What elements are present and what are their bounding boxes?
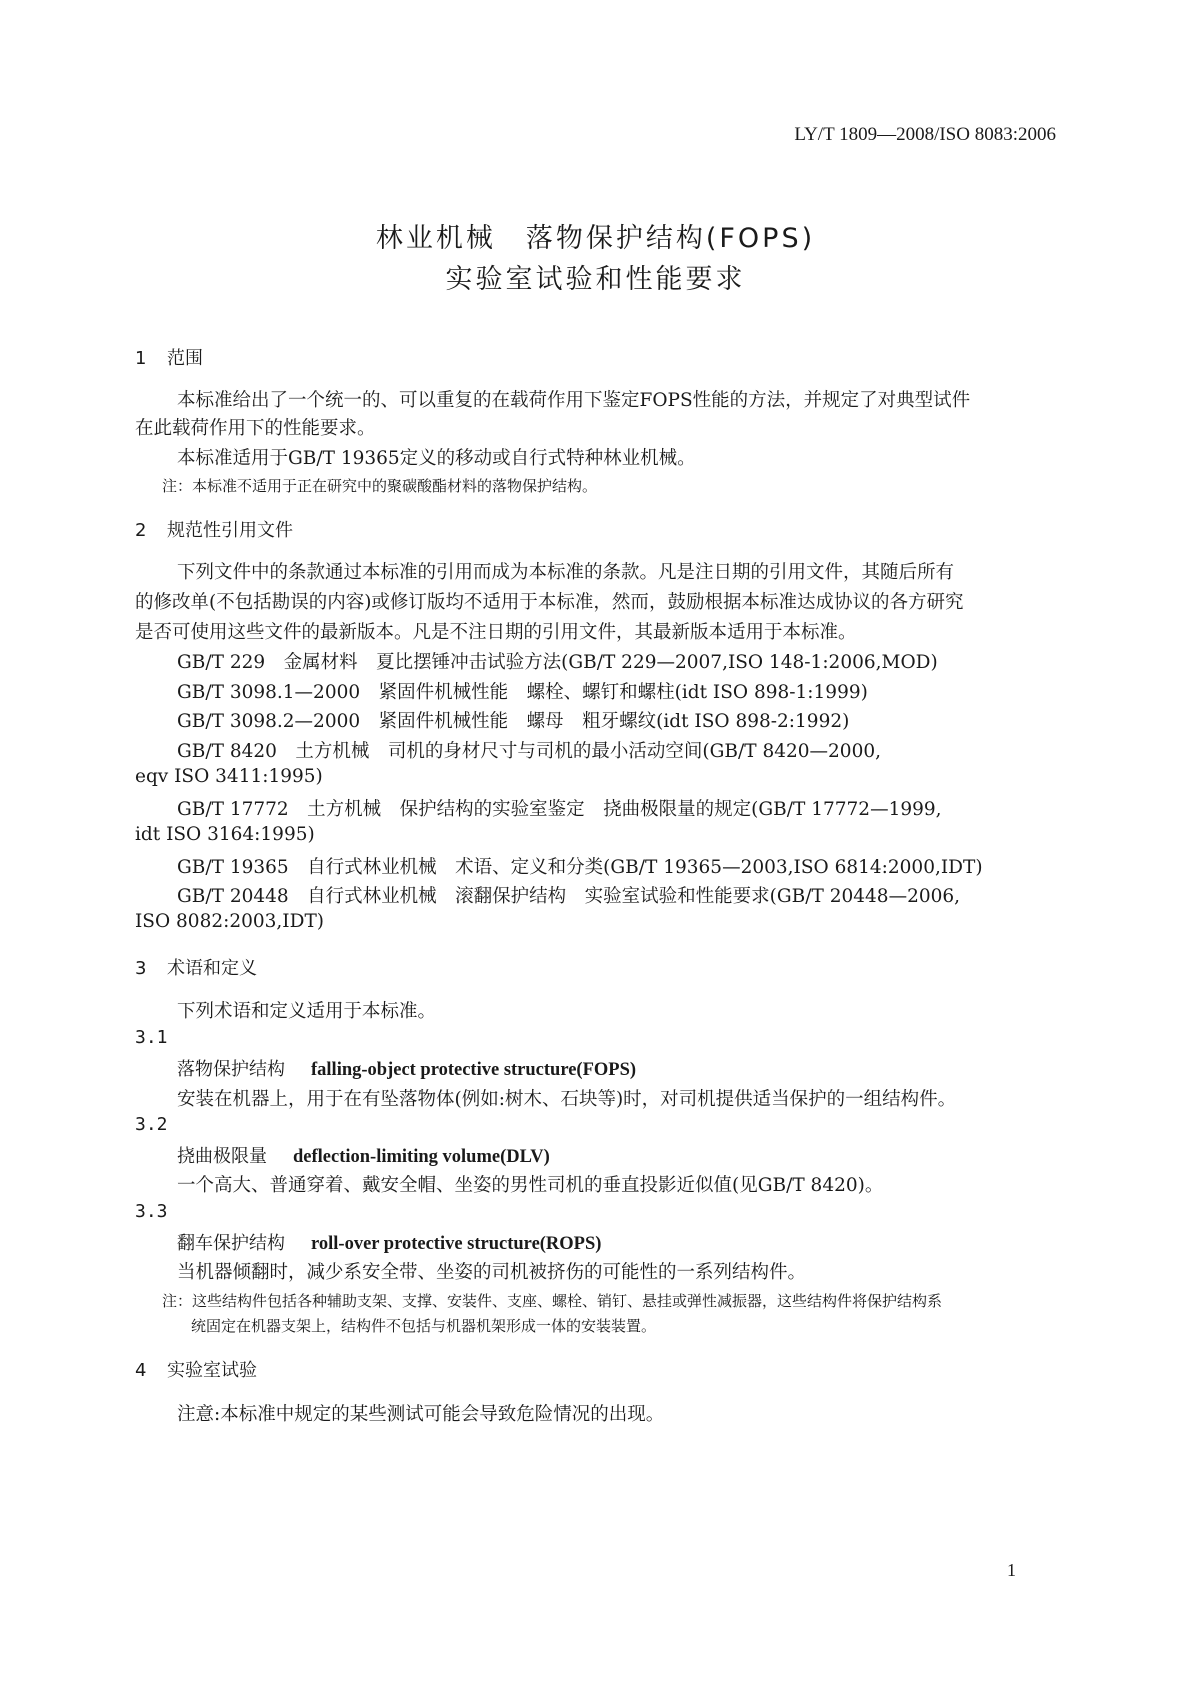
term-definition: 一个高大、普通穿着、戴安全帽、坐姿的男性司机的垂直投影近似值(见GB/T 8420)。 xyxy=(177,1175,884,1196)
section-title: 范围 xyxy=(167,348,203,369)
section-number: 3 xyxy=(135,958,147,979)
section-title: 实验室试验 xyxy=(167,1360,257,1381)
scope-applicability: 本标准适用于GB/T 19365定义的移动或自行式特种林业机械。 xyxy=(177,448,696,469)
term-english: deflection-limiting volume(DLV) xyxy=(293,1147,550,1167)
terms-intro: 下列术语和定义适用于本标准。 xyxy=(177,1001,437,1022)
reference-item: GB/T 3098.2—2000 紧固件机械性能 螺母 粗牙螺纹(idt ISO 898-2:1992) xyxy=(177,711,850,732)
scope-note: 注：本标准不适用于正在研究中的聚碳酸酯材料的落物保护结构。 xyxy=(162,477,598,495)
reference-item-continued: idt ISO 3164:1995) xyxy=(135,824,315,845)
term-heading xyxy=(177,1055,636,1081)
section-4-heading xyxy=(135,1356,257,1382)
section-number: 2 xyxy=(135,520,147,541)
section-1-heading xyxy=(135,344,203,370)
section-number: 4 xyxy=(135,1360,147,1381)
scope-paragraph-line: 在此载荷作用下的性能要求。 xyxy=(135,418,376,439)
term-english: roll-over protective structure(ROPS) xyxy=(311,1234,602,1254)
refs-intro-line: 下列文件中的条款通过本标准的引用而成为本标准的条款。凡是注日期的引用文件，其随后所有 xyxy=(177,562,955,583)
term-number: 3.2 xyxy=(135,1114,168,1135)
term-number: 3.1 xyxy=(135,1027,168,1048)
standard-code: LY/T 1809—2008/ISO 8083:2006 xyxy=(794,124,1056,145)
term-definition: 安装在机器上，用于在有坠落物体(例如:树木、石块等)时，对司机提供适当保护的一组结构件。 xyxy=(177,1089,957,1110)
term-note-continued: 统固定在机器支架上，结构件不包括与机器机架形成一体的安装装置。 xyxy=(191,1317,657,1335)
term-english: falling-object protective structure(FOPS) xyxy=(311,1060,637,1080)
term-definition: 当机器倾翻时，减少系安全带、坐姿的司机被挤伤的可能性的一系列结构件。 xyxy=(177,1262,807,1283)
term-note: 注：这些结构件包括各种辅助支架、支撑、安装件、支座、螺栓、销钉、悬挂或弹性减振器，这些结构件将保护结构系 xyxy=(162,1292,943,1310)
scope-paragraph-line: 本标准给出了一个统一的、可以重复的在载荷作用下鉴定FOPS性能的方法，并规定了对典型试件 xyxy=(177,390,971,411)
term-heading xyxy=(177,1229,601,1255)
reference-item: GB/T 17772 土方机械 保护结构的实验室鉴定 挠曲极限量的规定(GB/T 17772—1999, xyxy=(177,799,942,820)
page-number: 1 xyxy=(1007,1560,1016,1580)
section-title: 规范性引用文件 xyxy=(167,520,293,541)
reference-item: GB/T 3098.1—2000 紧固件机械性能 螺栓、螺钉和螺柱(idt ISO 898-1:1999) xyxy=(177,682,868,703)
section-title: 术语和定义 xyxy=(167,958,257,979)
refs-intro-line: 的修改单(不包括勘误的内容)或修订版均不适用于本标准，然而，鼓励根据本标准达成协议的各方研究 xyxy=(135,592,964,613)
reference-item-continued: ISO 8082:2003,IDT) xyxy=(135,911,325,932)
reference-item: GB/T 20448 自行式林业机械 滚翻保护结构 实验室试验和性能要求(GB/T 20448—2006, xyxy=(177,886,961,907)
document-title-line1: 林业机械 落物保护结构(FOPS) xyxy=(375,223,816,254)
term-chinese: 翻车保护结构 xyxy=(177,1233,285,1254)
term-chinese: 挠曲极限量 xyxy=(177,1146,267,1167)
term-heading xyxy=(177,1142,550,1168)
term-chinese: 落物保护结构 xyxy=(177,1059,285,1080)
reference-item: GB/T 229 金属材料 夏比摆锤冲击试验方法(GB/T 229—2007,ISO 148-1:2006,MOD) xyxy=(177,652,938,673)
safety-caution: 注意:本标准中规定的某些测试可能会导致危险情况的出现。 xyxy=(177,1404,665,1425)
section-3-heading xyxy=(135,954,257,980)
reference-item: GB/T 19365 自行式林业机械 术语、定义和分类(GB/T 19365—2003,ISO 6814:2000,IDT) xyxy=(177,857,983,878)
refs-intro-line: 是否可使用这些文件的最新版本。凡是不注日期的引用文件，其最新版本适用于本标准。 xyxy=(135,622,857,643)
section-number: 1 xyxy=(135,348,147,369)
reference-item: GB/T 8420 土方机械 司机的身材尺寸与司机的最小活动空间(GB/T 8420—2000, xyxy=(177,741,881,762)
document-title-line2: 实验室试验和性能要求 xyxy=(445,264,746,295)
reference-item-continued: eqv ISO 3411:1995) xyxy=(135,766,323,787)
section-2-heading xyxy=(135,516,293,542)
term-number: 3.3 xyxy=(135,1201,168,1222)
